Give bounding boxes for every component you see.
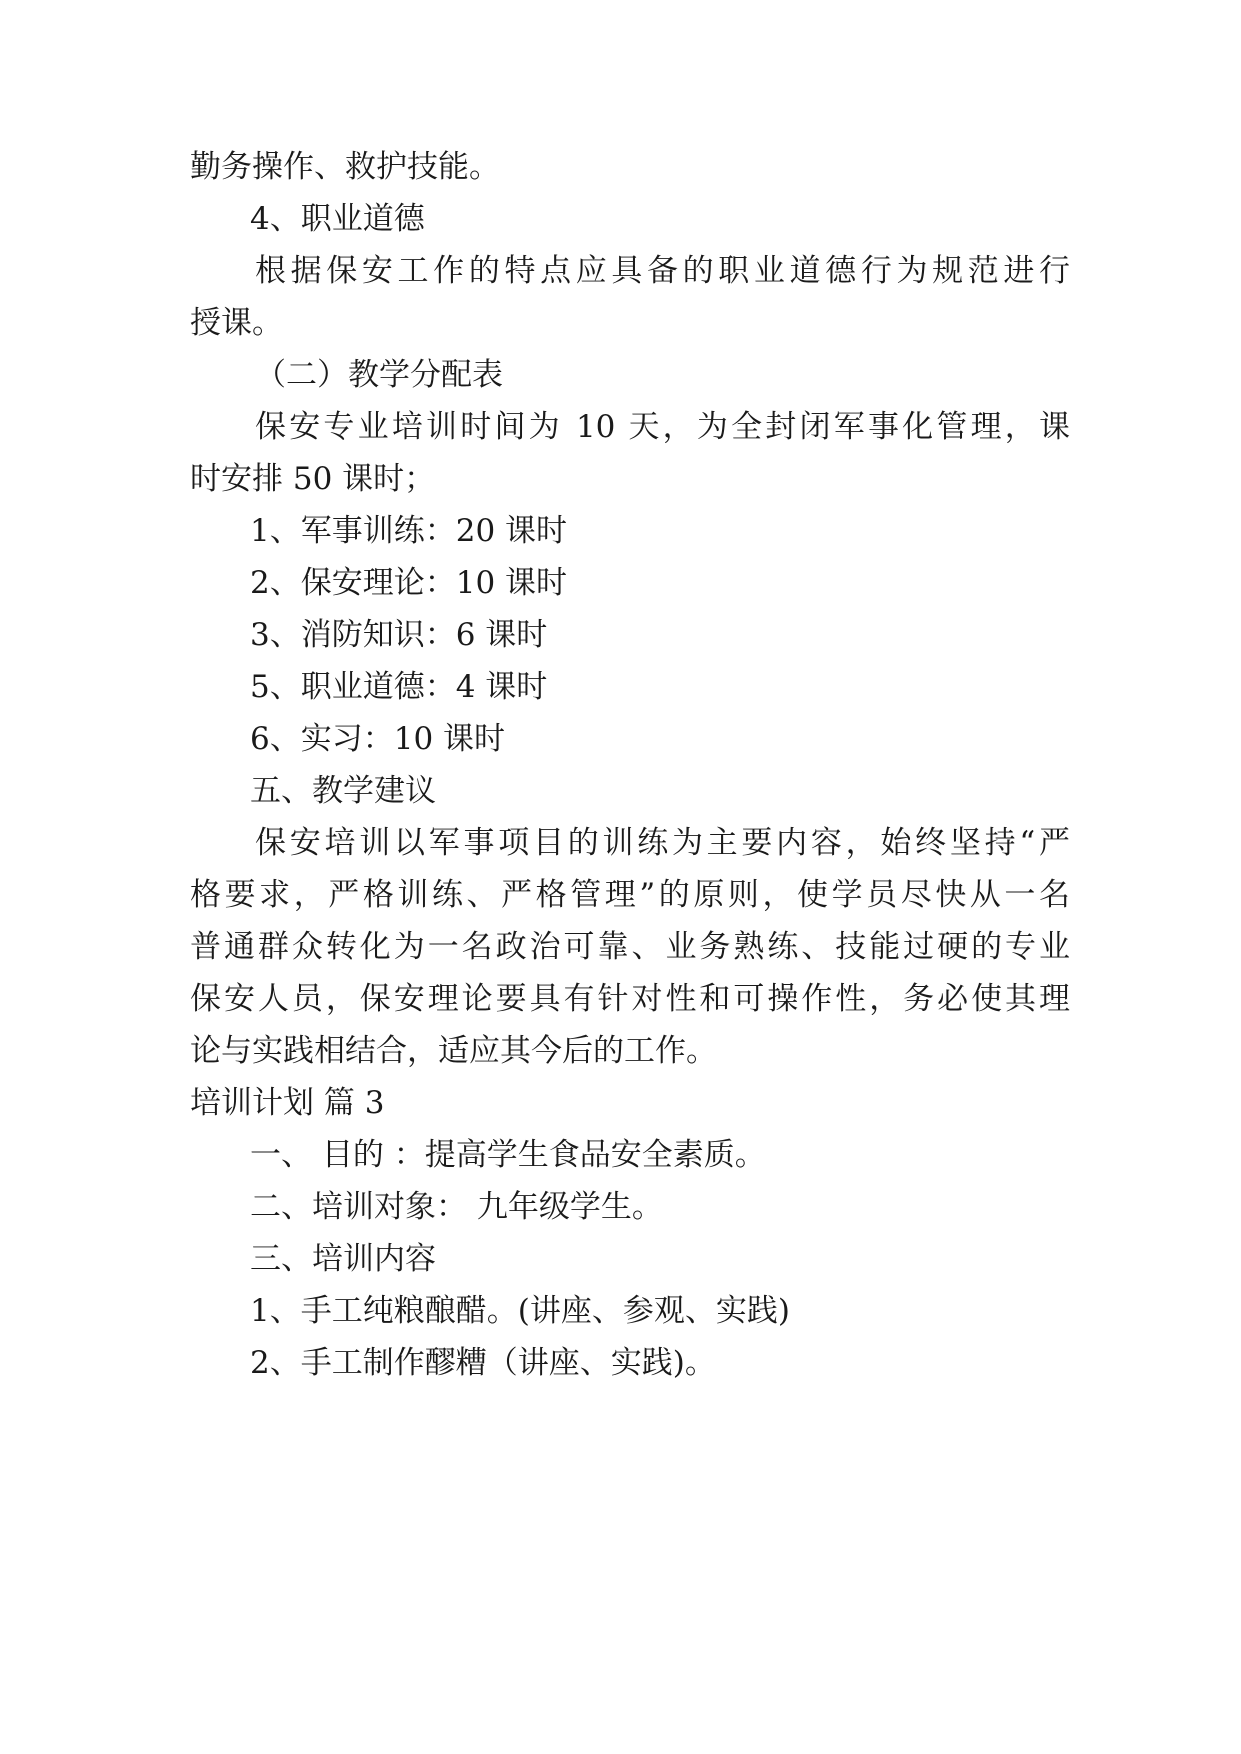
list-item-military-training: 1、军事训练：20 课时 (250, 513, 568, 549)
text-line-training-target: 二、培训对象： 九年级学生。 (250, 1189, 663, 1225)
text-line-6: 保安专业培训时间为 10 天，为全封闭军事化管理，课 (255, 409, 1070, 445)
list-item-security-theory: 2、保安理论：10 课时 (250, 565, 568, 601)
section-heading-teaching-allocation: （二）教学分配表 (255, 357, 503, 393)
text-line-14: 保安培训以军事项目的训练为主要内容，始终坚持“严 (255, 825, 1070, 861)
text-line-7: 时安排 50 课时； (190, 461, 436, 497)
text-line-17: 保安人员，保安理论要具有针对性和可操作性，务必使其理 (190, 981, 1070, 1017)
text-line-purpose: 一、 目的 ：提高学生食品安全素质。 (250, 1137, 766, 1173)
text-line-18: 论与实践相结合，适应其今后的工作。 (190, 1033, 717, 1069)
section-title-training-plan-3: 培训计划 篇 3 (190, 1085, 385, 1121)
section-heading-professional-ethics: 4、职业道德 (250, 201, 425, 237)
text-line-15: 格要求，严格训练、严格管理”的原则，使学员尽快从一名 (190, 877, 1070, 913)
text-line-3: 根据保安工作的特点应具备的职业道德行为规范进行 (255, 253, 1070, 289)
text-line-4: 授课。 (190, 305, 283, 341)
list-item-fire-knowledge: 3、消防知识：6 课时 (250, 617, 548, 653)
text-line-1: 勤务操作、救护技能。 (190, 149, 500, 185)
list-item-professional-ethics: 5、职业道德：4 课时 (250, 669, 548, 705)
list-item-vinegar: 1、手工纯粮酿醋。(讲座、参观、实践) (250, 1293, 790, 1329)
section-heading-training-content: 三、培训内容 (250, 1241, 436, 1277)
list-item-fermented-rice: 2、手工制作醪糟（讲座、实践)。 (250, 1345, 716, 1381)
section-heading-teaching-suggestions: 五、教学建议 (250, 773, 436, 809)
list-item-internship: 6、实习：10 课时 (250, 721, 506, 757)
text-line-16: 普通群众转化为一名政治可靠、业务熟练、技能过硬的专业 (190, 929, 1070, 965)
